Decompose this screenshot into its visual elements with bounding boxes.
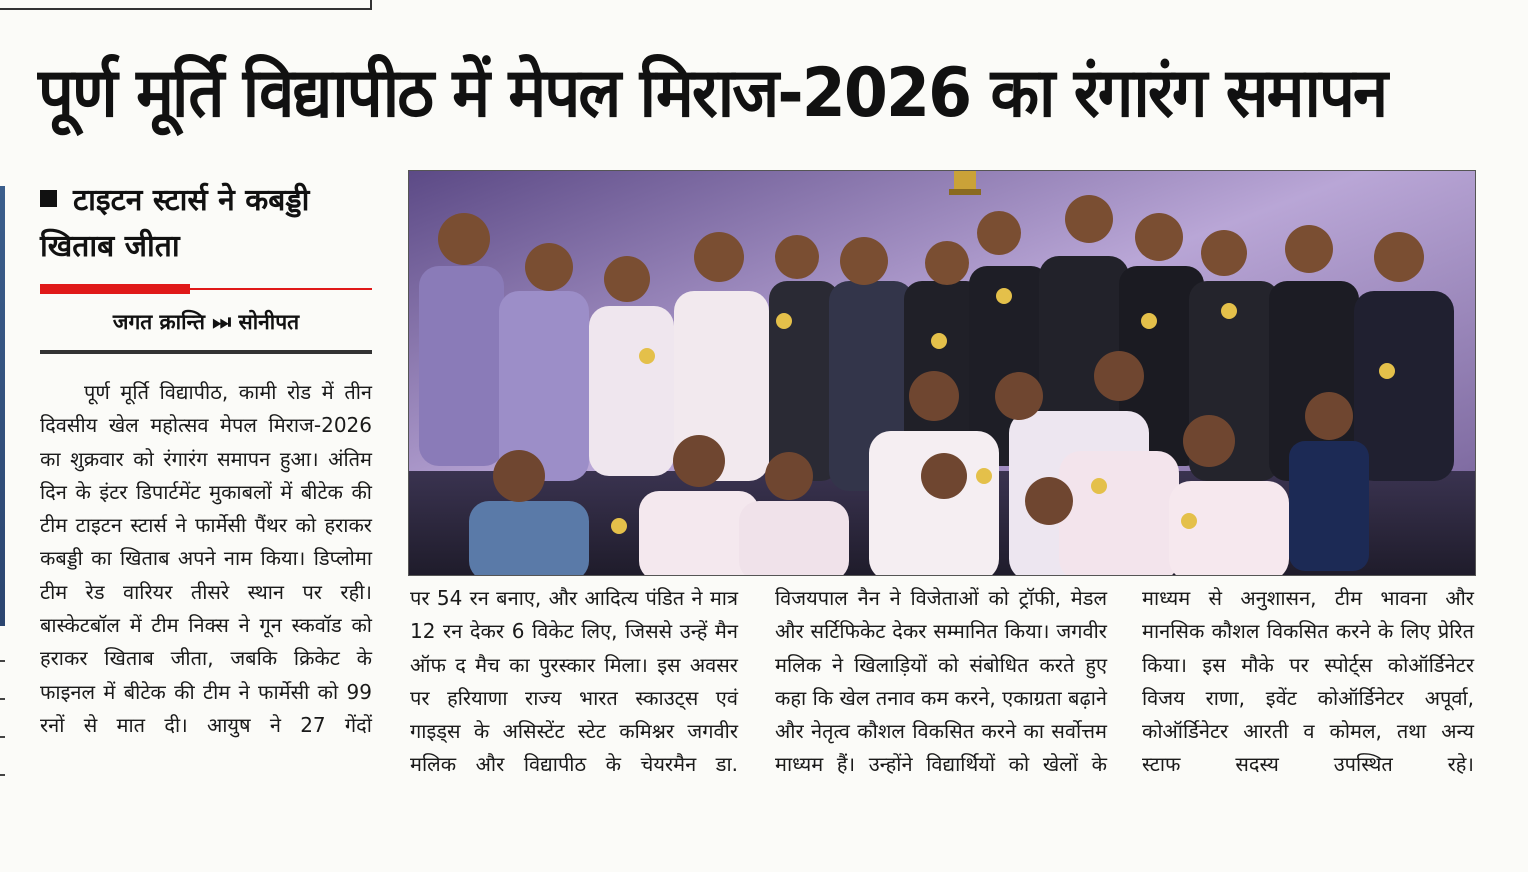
article-headline: पूर्ण मूर्ति विद्यापीठ में मेपल मिराज-2026 का रंगारंग समापन: [38, 54, 1387, 133]
body-column-3: विजयपाल नैन ने विजेताओं को ट्रॉफी, मेडल और सर्टिफिकेट देकर सम्मानित किया। जगवीर मलिक ने खिलाड़ियों को संबोधित करते हुए कहा कि खेल तनाव कम करने, एकाग्रता बढ़ाने और नेतृत्व कौशल विकसित करने का सर्वोत्तम माध्यम हैं। उन्होंने विद्यार्थियों को खेलों के: [775, 586, 1107, 777]
accent-line: [190, 288, 372, 290]
adjacent-text-edge: [0, 660, 6, 820]
square-bullet-icon: [40, 190, 57, 207]
accent-bar: [40, 284, 190, 294]
body-column-4: माध्यम से अनुशासन, टीम भावना और मानसिक कौशल विकसित करने के लिए प्रेरित किया। इस मौके पर स्पोर्ट्स कोऑर्डिनेटर विजय राणा, इवेंट कोऑर्डिनेटर अपूर्वा, कोऑर्डिनेटर आरती व कोमल, तथा अन्य स्टाफ सदस्य उपस्थित रहे।: [1142, 586, 1474, 777]
body-column-1: पूर्ण मूर्ति विद्यापीठ, कामी रोड में तीन दिवसीय खेल महोत्सव मेपल मिराज-2026 का शुक्रवार को रंगारंग समापन हुआ। अंतिम दिन के इंटर डिपार्टमेंट मुकाबलों में बीटेक की टीम टाइटन स्टार्स ने फार्मेसी पैंथर को हराकर कबड्डी का खिताब अपने नाम किया। डिप्लोमा टीम रेड वारियर तीसरे स्थान पर रही। बास्केटबॉल में टीम निक्स ने गून स्कवॉड को हराकर खिताब जीता, जबकि क्रिकेट के फाइनल में बीटेक की टीम ने फार्मेसी को 99 रनों से मात दी। आयुष ने 27 गेंदों: [40, 380, 372, 737]
byline-rule: [40, 350, 372, 354]
photo-illustration: [409, 171, 1475, 575]
adjacent-image-edge: [0, 186, 5, 626]
byline: जगत क्रान्ति ⏭ सोनीपत: [112, 310, 300, 334]
sub-headline: [40, 178, 372, 270]
body-column-2: पर 54 रन बनाए, और आदित्य पंडित ने मात्र 12 रन देकर 6 विकेट लिए, जिससे उन्हें मैन ऑफ द मैच का पुरस्कार मिला। इस अवसर पर हरियाणा राज्य भारत स्काउट्स एवं गाइड्स के असिस्टेंट स्टेट कमिश्नर जगवीर मलिक और विद्यापीठ के चेयरमैन डा.: [410, 586, 738, 777]
sub-headline-text: टाइटन स्टार्स ने कबड्डी खिताब जीता: [40, 183, 310, 264]
group-photo-image: [408, 170, 1476, 576]
previous-article-box: [0, 0, 372, 10]
